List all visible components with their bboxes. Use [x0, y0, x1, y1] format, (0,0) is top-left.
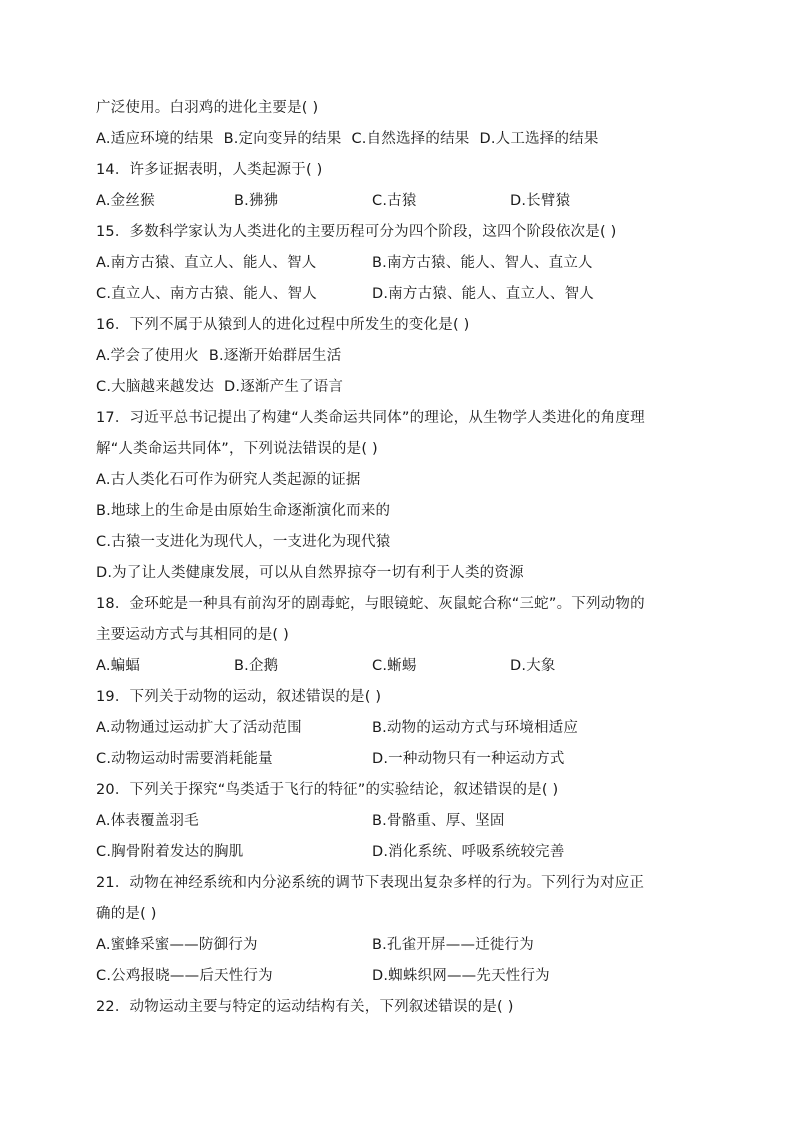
options-line — [96, 186, 706, 217]
options-line — [96, 961, 706, 992]
text-line: 18．金环蛇是一种具有前沟牙的剧毒蛇，与眼镜蛇、灰鼠蛇合称“三蛇”。下列动物的 — [96, 596, 645, 612]
text-line: 14．许多证据表明，人类起源于( ) — [96, 162, 323, 178]
answer-option: A.学会了使用火 — [96, 348, 199, 364]
options-line — [96, 744, 706, 775]
answer-option: D.大象 — [510, 658, 556, 674]
answer-option: B.孔雀开屏——迁徙行为 — [372, 937, 534, 953]
answer-option: C.直立人、南方古猿、能人、智人 — [96, 286, 317, 302]
text-line: 17．习近平总书记提出了构建“人类命运共同体”的理论，从生物学人类进化的角度理 — [96, 410, 645, 426]
answer-option: B.狒狒 — [234, 193, 279, 209]
exam-page — [96, 93, 706, 1023]
text-line: 20．下列关于探究“鸟类适于飞行的特征”的实验结论，叙述错误的是( ) — [96, 782, 559, 798]
options-line — [96, 806, 706, 837]
answer-option: C.大脑越来越发达 — [96, 379, 215, 395]
text-line: 确的是( ) — [96, 906, 157, 922]
answer-option: C.动物运动时需要消耗能量 — [96, 751, 273, 767]
text-line: 21．动物在神经系统和内分泌系统的调节下表现出复杂多样的行为。下列行为对应正 — [96, 875, 645, 891]
text-line: 16．下列不属于从猿到人的进化过程中所发生的变化是( ) — [96, 317, 470, 333]
options-line — [96, 248, 706, 279]
options-line — [96, 837, 706, 868]
options-line — [96, 124, 706, 155]
answer-option: B.骨骼重、厚、坚固 — [372, 813, 505, 829]
answer-option: B.定向变异的结果 — [223, 131, 342, 147]
options-line — [96, 372, 706, 403]
answer-option: D.南方古猿、能人、直立人、智人 — [372, 286, 594, 302]
answer-option: B.动物的运动方式与环境相适应 — [372, 720, 579, 736]
answer-option: A.体表覆盖羽毛 — [96, 813, 199, 829]
answer-option: C.蜥蜴 — [372, 658, 417, 674]
text-line: 主要运动方式与其相同的是( ) — [96, 627, 289, 643]
answer-option: A.金丝猴 — [96, 193, 155, 209]
answer-option: C.公鸡报晓——后天性行为 — [96, 968, 273, 984]
answer-option: D.人工选择的结果 — [479, 131, 599, 147]
answer-option: D.蜘蛛织网——先天性行为 — [372, 968, 550, 984]
answer-option: A.适应环境的结果 — [96, 131, 214, 147]
options-line — [96, 713, 706, 744]
text-line: C.古猿一支进化为现代人，一支进化为现代猿 — [96, 534, 391, 550]
text-line: 19．下列关于动物的运动，叙述错误的是( ) — [96, 689, 382, 705]
answer-option: C.胸骨附着发达的胸肌 — [96, 844, 244, 860]
options-line — [96, 341, 706, 372]
answer-option: C.自然选择的结果 — [351, 131, 470, 147]
text-line: 广泛使用。白羽鸡的进化主要是( ) — [96, 100, 319, 116]
answer-option: B.南方古猿、能人、智人、直立人 — [372, 255, 593, 271]
options-line — [96, 279, 706, 310]
answer-option: A.蜜蜂采蜜——防御行为 — [96, 937, 258, 953]
options-line — [96, 651, 706, 682]
text-line: 15．多数科学家认为人类进化的主要历程可分为四个阶段，这四个阶段依次是( ) — [96, 224, 617, 240]
text-line: A.古人类化石可作为研究人类起源的证据 — [96, 472, 361, 488]
answer-option: A.南方古猿、直立人、能人、智人 — [96, 255, 317, 271]
answer-option: A.动物通过运动扩大了活动范围 — [96, 720, 302, 736]
answer-option: A.蝙蝠 — [96, 658, 141, 674]
text-line: 22．动物运动主要与特定的运动结构有关，下列叙述错误的是( ) — [96, 999, 514, 1015]
answer-option: C.古猿 — [372, 193, 417, 209]
answer-option: D.长臂猿 — [510, 193, 571, 209]
answer-option: B.企鹅 — [234, 658, 279, 674]
text-line: D.为了让人类健康发展，可以从自然界掠夺一切有利于人类的资源 — [96, 565, 524, 581]
answer-option: D.一种动物只有一种运动方式 — [372, 751, 565, 767]
text-line: B.地球上的生命是由原始生命逐渐演化而来的 — [96, 503, 391, 519]
answer-option: D.逐渐产生了语言 — [224, 379, 344, 395]
answer-option: B.逐渐开始群居生活 — [208, 348, 342, 364]
text-line: 解“人类命运共同体”，下列说法错误的是( ) — [96, 441, 378, 457]
answer-option: D.消化系统、呼吸系统较完善 — [372, 844, 565, 860]
options-line — [96, 930, 706, 961]
